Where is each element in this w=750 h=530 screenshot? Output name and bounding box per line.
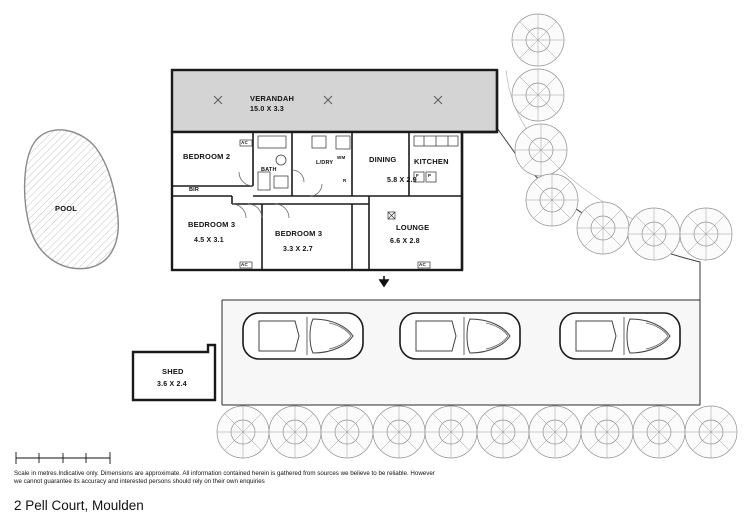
room-dim-shed: 3.6 X 2.4: [157, 381, 187, 388]
room-label-bedroom2: BEDROOM 2: [183, 152, 231, 161]
room-label-bath: BATH: [261, 167, 277, 173]
room-label-bir: BIR: [189, 187, 200, 193]
room-dim-bedroom3b: 3.3 X 2.7: [283, 246, 313, 253]
car-3: [560, 313, 680, 359]
car-2: [400, 313, 520, 359]
marker-fridge: F: [416, 173, 419, 178]
room-label-bedroom3a: BEDROOM 3: [188, 220, 236, 229]
marker-ac-bedroom3a: AC: [241, 262, 248, 267]
room-label-verandah: VERANDAH: [250, 94, 295, 103]
scale-bar: [16, 452, 110, 464]
room-label-lndry: L/DRY: [316, 160, 334, 166]
room-label-shed: SHED: [162, 367, 184, 376]
room-dim-kitchen: 5.8 X 2.9: [387, 177, 417, 184]
pool-shape: [25, 130, 119, 269]
room-label-pool: POOL: [55, 204, 78, 213]
room-label-bedroom3b: BEDROOM 3: [275, 229, 323, 238]
room-label-lounge: LOUNGE: [396, 223, 430, 232]
marker-pantry: P: [428, 173, 432, 178]
marker-ac-bedroom2: AC: [241, 140, 248, 145]
room-label-kitchen: KITCHEN: [414, 157, 449, 166]
car-1: [243, 313, 363, 359]
room-dim-bedroom3a: 4.5 X 3.1: [194, 237, 224, 244]
marker-robe-laundry: R: [343, 178, 347, 183]
marker-wm-laundry: WM: [337, 155, 346, 160]
marker-ac-lounge: AC: [419, 262, 426, 267]
room-dim-lounge: 6.6 X 2.8: [390, 238, 420, 245]
property-address: 2 Pell Court, Moulden: [14, 498, 144, 513]
room-label-dining: DINING: [369, 155, 397, 164]
room-dim-verandah: 15.0 X 3.3: [250, 106, 284, 113]
entry-arrow: [380, 276, 388, 286]
disclaimer-text: Scale in metres.Indicative only. Dimensions are approximate. All information contained herein is gathered from sources we believe to be reliable. However we cannot guarantee its accuracy and interested persons should rely on their own enquiries: [14, 470, 435, 486]
